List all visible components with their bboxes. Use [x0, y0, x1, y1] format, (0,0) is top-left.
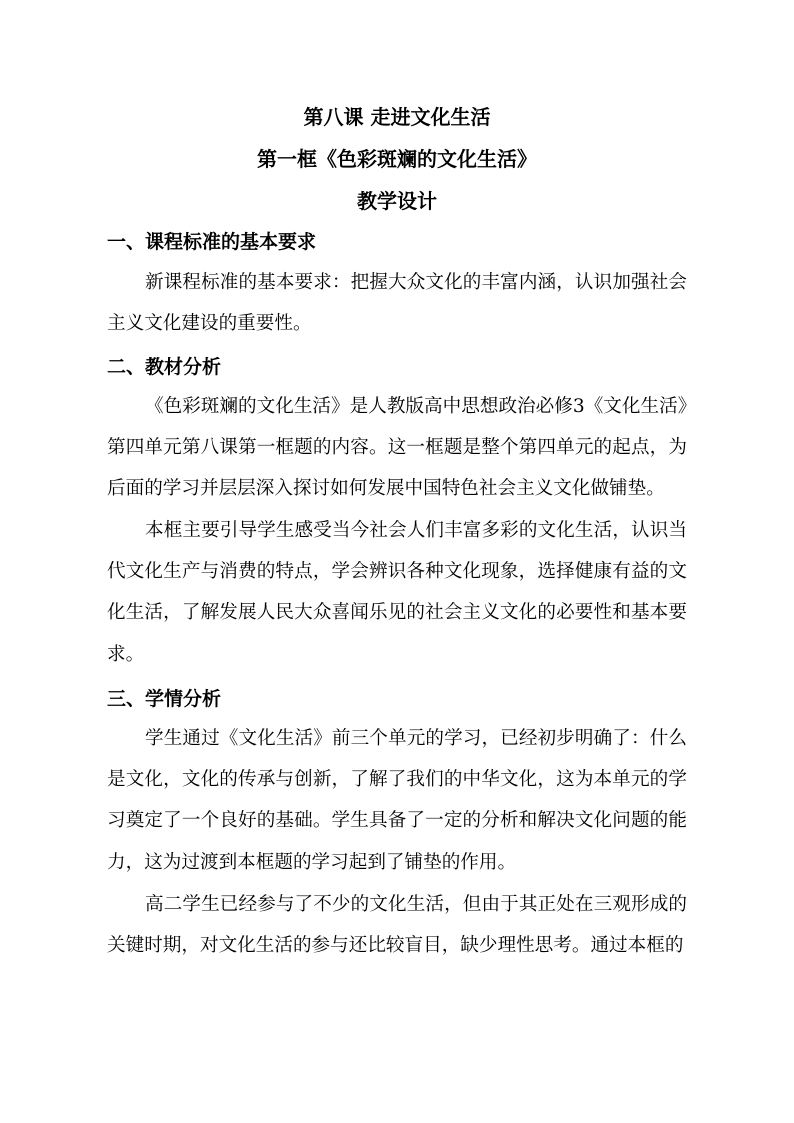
section-heading-standards: 一、课程标准的基本要求	[107, 231, 317, 253]
paragraph-students-2: 高二学生已经参与了不少的文化生活，但由于其正处在三观形成的关键时期，对文化生活的参与还比较盲目，缺少理性思考。通过本框的	[107, 894, 687, 957]
section-heading-textbook: 二、教材分析	[107, 356, 222, 378]
paragraph-textbook-2: 本框主要引导学生感受当今社会人们丰富多彩的文化生活，认识当代文化生产与消费的特点，学会辨识各种文化现象，选择健康有益的文化生活，了解发展人民大众喜闻乐见的社会主义文化的必要性和基本要求。	[107, 520, 687, 665]
section-heading-students: 三、学情分析	[107, 688, 222, 710]
paragraph-students-1: 学生通过《文化生活》前三个单元的学习，已经初步明确了：什么是文化，文化的传承与创新，了解了我们的中华文化，这为本单元的学习奠定了一个良好的基础。学生具备了一定的分析和解决文化问题的能力，这为过渡到本框题的学习起到了铺垫的作用。	[107, 728, 687, 873]
paragraph-standards: 新课程标准的基本要求：把握大众文化的丰富内涵，认识加强社会主义文化建设的重要性。	[107, 272, 687, 335]
frame-title: 第一框《色彩斑斓的文化生活》	[257, 147, 537, 171]
lesson-title: 第八课 走进文化生活	[303, 105, 491, 129]
paragraph-textbook-1: 《色彩斑斓的文化生活》是人教版高中思想政治必修3《文化生活》第四单元第八课第一框题的内容。这一框题是整个第四单元的起点，为后面的学习并层层深入探讨如何发展中国特色社会主义文化做铺垫。	[107, 396, 687, 500]
design-title: 教学设计	[357, 189, 437, 213]
